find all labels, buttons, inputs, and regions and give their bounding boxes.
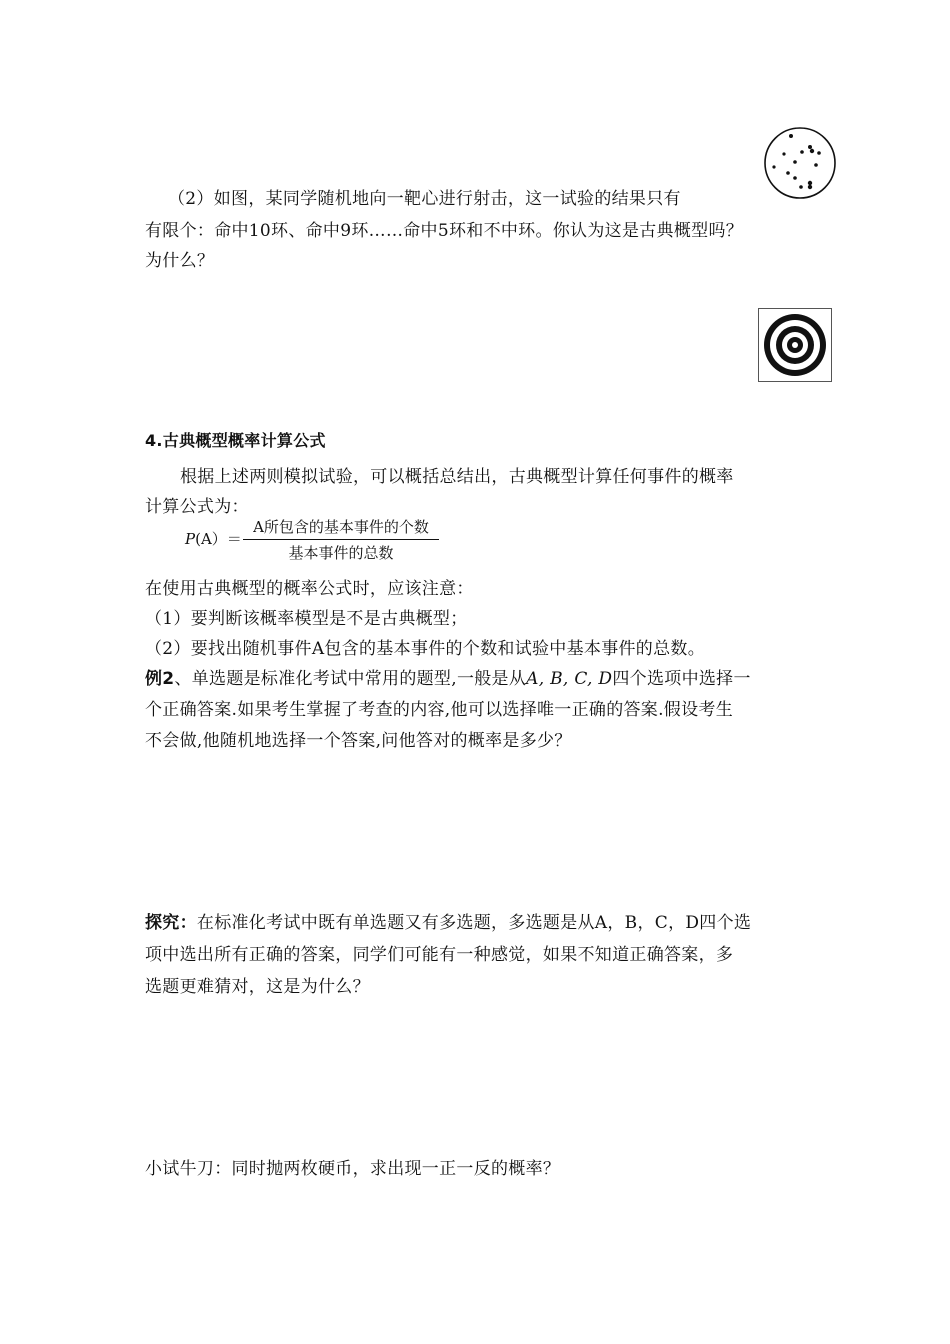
bullseye-target-figure — [758, 308, 832, 382]
probability-formula — [185, 516, 445, 564]
explore-line-3: 选题更难猜对，这是为什么？ — [145, 977, 370, 997]
example-2-options: A, B, C, D — [526, 669, 613, 689]
explore-line-1-text: 在标准化考试中既有单选题又有多选题，多选题是从A，B，C，D四个选 — [196, 913, 752, 933]
dotted-circle-figure — [762, 125, 838, 201]
formula-lhs-rest: (A）＝ — [195, 530, 242, 548]
note-1: （1）要判断该概率模型是不是古典概型； — [145, 609, 468, 629]
formula-numerator: A所包含的基本事件的个数 — [243, 516, 439, 540]
formula-lhs — [185, 528, 242, 549]
formula-p: P — [185, 530, 196, 548]
q2-line-1: （2）如图，某同学随机地向一靶心进行射击，这一试验的结果只有 — [168, 189, 681, 209]
explore-line-1 — [145, 908, 751, 933]
example-2-line-3: 不会做,他随机地选择一个答案,问他答对的概率是多少？ — [145, 731, 572, 751]
section-4-intro-line-2: 计算公式为： — [145, 497, 249, 517]
section-4-intro-line-1: 根据上述两则模拟试验，可以概括总结出，古典概型计算任何事件的概率 — [180, 467, 734, 487]
notes-intro: 在使用古典概型的概率公式时，应该注意： — [145, 579, 474, 599]
q2-line-2: 有限个：命中10环、命中9环……命中5环和不中环。你认为这是古典概型吗？ — [145, 221, 744, 241]
example-2-label: 例2 — [145, 669, 175, 689]
q2-line-3: 为什么？ — [145, 251, 215, 271]
formula-fraction — [243, 516, 439, 563]
explore-line-2: 项中选出所有正确的答案，同学们可能有一种感觉，如果不知道正确答案，多 — [145, 945, 734, 965]
formula-denominator: 基本事件的总数 — [288, 544, 394, 562]
example-2-line-1 — [145, 664, 751, 689]
trial-question: 小试牛刀：同时抛两枚硬币，求出现一正一反的概率？ — [145, 1159, 561, 1179]
explore-label: 探究： — [145, 913, 197, 933]
example-2-line-1-a: 、单选题是标准化考试中常用的题型,一般是从 — [174, 669, 527, 689]
example-2-line-1-b: 四个选项中选择一 — [612, 669, 751, 689]
example-2-line-2: 个正确答案.如果考生掌握了考查的内容,他可以选择唯一正确的答案.假设考生 — [145, 700, 734, 720]
section-4-heading: 4.古典概型概率计算公式 — [145, 431, 326, 450]
note-2: （2）要找出随机事件A包含的基本事件的个数和试验中基本事件的总数。 — [145, 639, 705, 659]
